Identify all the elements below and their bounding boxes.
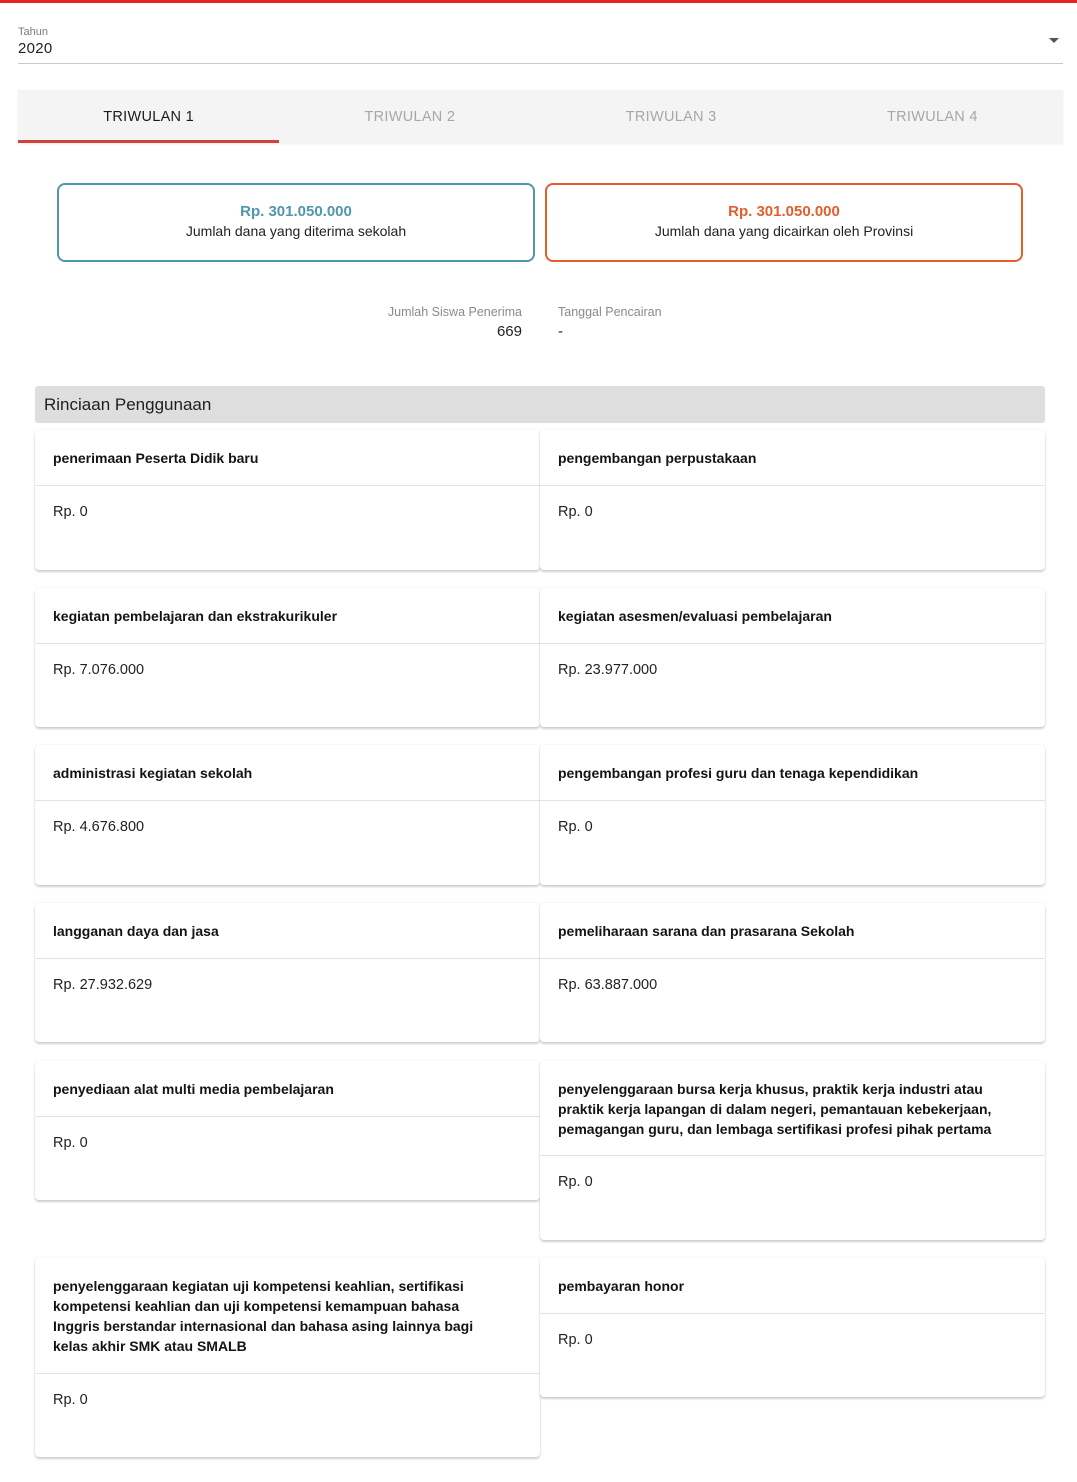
province-funds-amount: Rp. 301.050.000 bbox=[728, 203, 840, 220]
students-info bbox=[360, 305, 522, 340]
usage-card-amount: Rp. 27.932.629 bbox=[53, 977, 153, 993]
usage-card-title: pembayaran honor bbox=[540, 1258, 1045, 1314]
year-select-label: Tahun bbox=[18, 26, 48, 38]
usage-card bbox=[35, 745, 540, 885]
usage-card bbox=[540, 588, 1045, 727]
usage-card-title: penyediaan alat multi media pembelajaran bbox=[35, 1061, 540, 1117]
usage-card-amount: Rp. 7.076.000 bbox=[53, 662, 145, 678]
usage-card bbox=[540, 430, 1045, 570]
province-funds-summary bbox=[545, 183, 1023, 262]
tab-triwulan-4[interactable]: TRIWULAN 4 bbox=[886, 108, 978, 125]
usage-card bbox=[35, 903, 540, 1042]
usage-card-title: penyelenggaraan kegiatan uji kompetensi keahlian, sertifikasi kompetensi keahlian dan uji kompetensi kemampuan bahasa Inggris berstandar internasional dan bahasa asing lainnya bagi kelas akhir SMK atau SMALB bbox=[35, 1258, 540, 1374]
province-funds-description: Jumlah dana yang dicairkan oleh Provinsi bbox=[654, 223, 914, 239]
tab-triwulan-1[interactable]: TRIWULAN 1 bbox=[18, 90, 279, 143]
usage-card-amount: Rp. 0 bbox=[558, 1174, 593, 1190]
tab-triwulan-2[interactable]: TRIWULAN 2 bbox=[364, 108, 456, 125]
usage-card-amount: Rp. 4.676.800 bbox=[53, 819, 145, 835]
year-select[interactable] bbox=[18, 24, 1063, 64]
disbursement-date-value: - bbox=[558, 323, 563, 340]
usage-card-amount: Rp. 0 bbox=[558, 504, 593, 520]
school-funds-summary bbox=[57, 183, 535, 262]
usage-card-amount: Rp. 63.887.000 bbox=[558, 977, 658, 993]
usage-card-title: pengembangan profesi guru dan tenaga kependidikan bbox=[540, 745, 1045, 801]
usage-card bbox=[35, 588, 540, 727]
school-funds-amount: Rp. 301.050.000 bbox=[240, 203, 352, 220]
top-accent-bar bbox=[0, 0, 1077, 3]
usage-card-amount: Rp. 23.977.000 bbox=[558, 662, 658, 678]
disbursement-date-label: Tanggal Pencairan bbox=[558, 305, 662, 319]
usage-card-title: kegiatan asesmen/evaluasi pembelajaran bbox=[540, 588, 1045, 644]
usage-card-amount: Rp. 0 bbox=[558, 819, 593, 835]
usage-card-title: kegiatan pembelajaran dan ekstrakurikuler bbox=[35, 588, 540, 644]
usage-card-amount: Rp. 0 bbox=[53, 1392, 88, 1408]
quarter-tabs bbox=[18, 90, 1063, 143]
usage-card-title: administrasi kegiatan sekolah bbox=[35, 745, 540, 801]
disbursement-date-info bbox=[558, 305, 758, 340]
usage-card-title: penerimaan Peserta Didik baru bbox=[35, 430, 540, 486]
usage-card bbox=[540, 1061, 1045, 1240]
usage-card-amount: Rp. 0 bbox=[53, 1135, 88, 1151]
usage-card-title: langganan daya dan jasa bbox=[35, 903, 540, 959]
usage-card-title: penyelenggaraan bursa kerja khusus, praktik kerja industri atau praktik kerja lapangan di dalam negeri, pemantauan kebekerjaan, pemagangan guru, dan lembaga sertifikasi profesi pihak pertama bbox=[540, 1061, 1045, 1156]
year-select-value: 2020 bbox=[18, 40, 53, 57]
usage-card bbox=[540, 1258, 1045, 1397]
usage-card bbox=[35, 1258, 540, 1457]
usage-card bbox=[540, 903, 1045, 1042]
usage-card bbox=[35, 1061, 540, 1200]
students-value: 669 bbox=[496, 323, 522, 340]
usage-card-title: pemeliharaan sarana dan prasarana Sekolah bbox=[540, 903, 1045, 959]
usage-card bbox=[35, 430, 540, 570]
usage-card-amount: Rp. 0 bbox=[558, 1332, 593, 1348]
students-label: Jumlah Siswa Penerima bbox=[387, 305, 522, 319]
tab-triwulan-3[interactable]: TRIWULAN 3 bbox=[625, 108, 717, 125]
usage-card-amount: Rp. 0 bbox=[53, 504, 88, 520]
school-funds-description: Jumlah dana yang diterima sekolah bbox=[185, 223, 407, 239]
usage-card-title: pengembangan perpustakaan bbox=[540, 430, 1045, 486]
chevron-down-icon[interactable] bbox=[1049, 38, 1059, 43]
section-title: Rinciaan Penggunaan bbox=[35, 386, 1045, 423]
usage-card bbox=[540, 745, 1045, 885]
